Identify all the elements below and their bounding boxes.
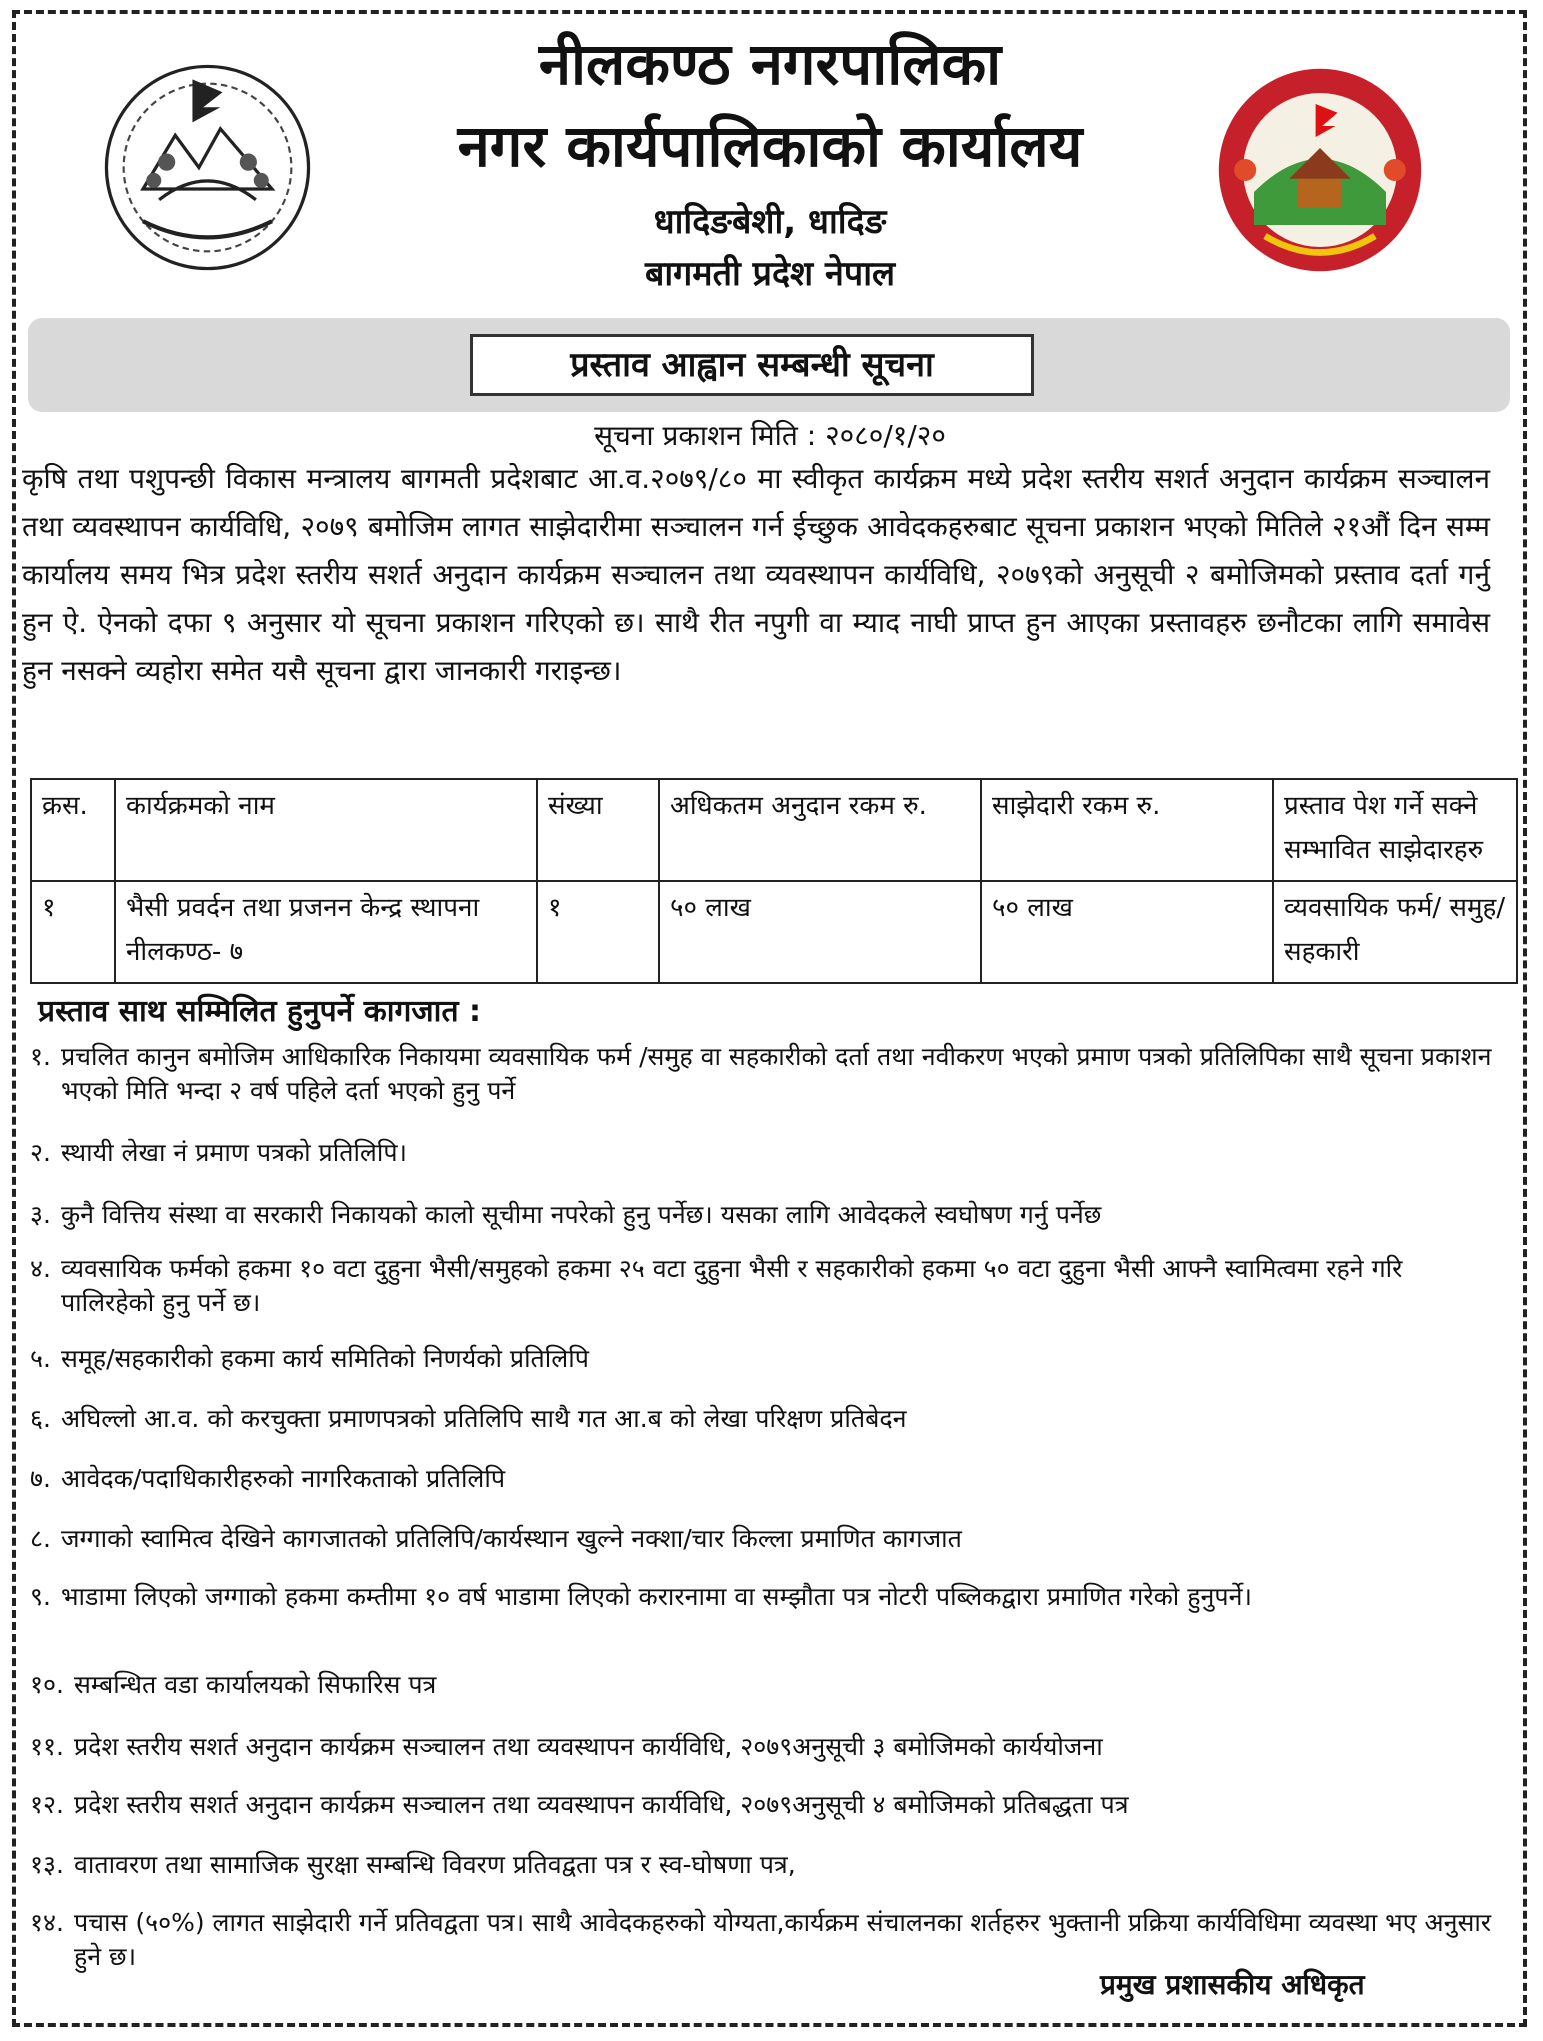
municipality-name: नीलकण्ठ नगरपालिका xyxy=(538,30,1002,98)
list-item xyxy=(30,1252,1500,1320)
table-row xyxy=(31,881,1517,983)
program-table xyxy=(30,778,1518,984)
list-item-text: अघिल्लो आ.व. को करचुक्ता प्रमाणपत्रको प्रतिलिपि साथै गत आ.ब को लेखा परिक्षण प्रतिबेदन xyxy=(60,1404,907,1433)
header-count: संख्या xyxy=(537,779,659,881)
list-item xyxy=(30,1788,1500,1822)
table-header-row xyxy=(31,779,1517,881)
list-item-number: १. xyxy=(30,1042,51,1071)
list-item xyxy=(30,1580,1500,1614)
list-item-text: प्रचलित कानुन बमोजिम आधिकारिक निकायमा व्यवसायिक फर्म /समुह वा सहकारीको दर्ता तथा नवीकरण भएको प्रमाण पत्रको प्रतिलिपिका साथै सूचना प्रकाशन भएको मिति भन्दा २ वर्ष पहिले दर्ता भएको हुनु पर्ने xyxy=(60,1042,1492,1105)
office-name: नगर कार्यपालिकाको कार्यालय xyxy=(457,112,1083,180)
list-item-text: वातावरण तथा सामाजिक सुरक्षा सम्बन्धि विवरण प्रतिवद्वता पत्र र स्व-घोषणा पत्र, xyxy=(73,1850,796,1879)
list-item xyxy=(30,1522,1500,1556)
list-item xyxy=(30,1848,1500,1882)
list-item xyxy=(30,1402,1500,1436)
publication-date: सूचना प्रकाशन मिति : २०८०/१/२० xyxy=(594,419,946,452)
cell-count: १ xyxy=(537,881,659,983)
header-program-name: कार्यक्रमको नाम xyxy=(115,779,537,881)
list-item-number: ५. xyxy=(30,1344,51,1373)
province-country: बागमती प्रदेश नेपाल xyxy=(644,254,896,294)
list-item-text: कुनै वित्तिय संस्था वा सरकारी निकायको कालो सूचीमा नपरेको हुनु पर्नेछ। यसका लागि आवेदकले स्वघोषण गर्नु पर्नेछ xyxy=(60,1200,1102,1229)
documents-heading: प्रस्ताव साथ सम्मिलित हुनुपर्ने कागजात : xyxy=(38,994,481,1029)
list-item-number: ११. xyxy=(30,1732,64,1761)
list-item-text: समूह/सहकारीको हकमा कार्य समितिको निणर्यको प्रतिलिपि xyxy=(60,1344,589,1373)
list-item-text: जग्गाको स्वामित्व देखिने कागजातको प्रतिलिपि/कार्यस्थान खुल्ने नक्शा/चार किल्ला प्रमाणित कागजात xyxy=(60,1524,962,1553)
intro-paragraph: कृषि तथा पशुपन्छी विकास मन्त्रालय बागमती प्रदेशबाट आ.व.२०७९/८० मा स्वीकृत कार्यक्रम मध्ये प्रदेश स्तरीय सशर्त अनुदान कार्यक्रम सञ्चालन तथा व्यवस्थापन कार्यविधि, २०७९ बमोजिम लागत साझेदारीमा सञ्चालन गर्न ईच्छुक आवेदकहरुबाट सूचना प्रकाशन भएको मितिले २१औं दिन सम्म कार्यालय समय भित्र प्रदेश स्तरीय सशर्त अनुदान कार्यक्रम सञ्चालन तथा व्यवस्थापन कार्यविधि, २०७९को अनुसूची २ बमोजिमको प्रस्ताव दर्ता गर्नु हुन ऐ. ऐनको दफा ९ अनुसार यो सूचना प्रकाशन गरिएको छ। साथै रीत नपुगी वा म्याद नाघी प्राप्त हुन आएका प्रस्तावहरु छनौटका लागि समावेस हुन नसक्ने व्यहोरा समेत यसै सूचना द्वारा जानकारी गराइन्छ। xyxy=(22,462,1490,687)
list-item xyxy=(30,1668,1500,1702)
list-item xyxy=(30,1342,1500,1376)
list-item xyxy=(30,1730,1500,1764)
list-item-number: ७. xyxy=(30,1464,51,1493)
list-item-text: स्थायी लेखा नं प्रमाण पत्रको प्रतिलिपि। xyxy=(60,1138,408,1167)
list-item-number: ६. xyxy=(30,1404,51,1433)
list-item-text: प्रदेश स्तरीय सशर्त अनुदान कार्यक्रम सञ्चालन तथा व्यवस्थापन कार्यविधि, २०७९अनुसूची ३ बमोजिमको कार्ययोजना xyxy=(73,1732,1103,1761)
list-item-text: व्यवसायिक फर्मको हकमा १० वटा दुहुना भैसी/समुहको हकमा २५ वटा दुहुना भैसी र सहकारीको हकमा ५० वटा दुहुना भैसी आफ्नै स्वामित्वमा रहने गरि पालिरहेको हुनु पर्ने छ। xyxy=(60,1254,1403,1317)
list-item xyxy=(30,1906,1500,1974)
list-item-number: १४. xyxy=(30,1908,64,1937)
list-item xyxy=(30,1040,1500,1108)
list-item xyxy=(30,1198,1500,1232)
list-item-text: आवेदक/पदाधिकारीहरुको नागरिकताको प्रतिलिपि xyxy=(60,1464,506,1493)
cell-sn: १ xyxy=(31,881,115,983)
cell-potential-partners: व्यवसायिक फर्म/ समुह/ सहकारी xyxy=(1273,881,1517,983)
list-item-number: ४. xyxy=(30,1254,51,1283)
notice-title: प्रस्ताव आह्वान सम्बन्धी सूचना xyxy=(470,334,1034,396)
list-item-text: भाडामा लिएको जग्गाको हकमा कम्तीमा १० वर्ष भाडामा लिएको करारनामा वा सम्झौता पत्र नोटरी पब्लिकद्वारा प्रमाणित गरेको हुनुपर्ने। xyxy=(60,1582,1252,1611)
list-item-number: ८. xyxy=(30,1524,51,1553)
list-item-number: ३. xyxy=(30,1200,51,1229)
municipality-logo-icon xyxy=(1210,60,1430,280)
list-item xyxy=(30,1136,1500,1170)
list-item xyxy=(30,1462,1500,1496)
cell-program-name: भैसी प्रवर्दन तथा प्रजनन केन्द्र स्थापना नीलकण्ठ- ७ xyxy=(115,881,537,983)
list-item-number: १२. xyxy=(30,1790,64,1819)
office-location: धादिङबेशी, धादिङ xyxy=(653,202,887,242)
list-item-number: ९. xyxy=(30,1582,51,1611)
list-item-number: १३. xyxy=(30,1850,64,1879)
header-max-grant: अधिकतम अनुदान रकम रु. xyxy=(659,779,981,881)
header-partner-amount: साझेदारी रकम रु. xyxy=(981,779,1273,881)
list-item-text: पचास (५०%) लागत साझेदारी गर्ने प्रतिवद्वता पत्र। साथै आवेदकहरुको योग्यता,कार्यक्रम संचालनका शर्तहरुर भुक्तानी प्रक्रिया कार्यविधिमा व्यवस्था भए अनुसार हुने छ। xyxy=(73,1908,1492,1971)
signature-title: प्रमुख प्रशासकीय अधिकृत xyxy=(1100,1968,1365,2001)
list-item-text: प्रदेश स्तरीय सशर्त अनुदान कार्यक्रम सञ्चालन तथा व्यवस्थापन कार्यविधि, २०७९अनुसूची ४ बमोजिमको प्रतिबद्धता पत्र xyxy=(73,1790,1129,1819)
header-potential-partners: प्रस्ताव पेश गर्ने सक्ने सम्भावित साझेदारहरु xyxy=(1273,779,1517,881)
cell-max-grant: ५० लाख xyxy=(659,881,981,983)
list-item-text: सम्बन्धित वडा कार्यालयको सिफारिस पत्र xyxy=(73,1670,437,1699)
cell-partner-amount: ५० लाख xyxy=(981,881,1273,983)
list-item-number: २. xyxy=(30,1138,51,1167)
header-sn: क्रस. xyxy=(31,779,115,881)
list-item-number: १०. xyxy=(30,1670,64,1699)
nepal-emblem-icon xyxy=(100,60,315,275)
